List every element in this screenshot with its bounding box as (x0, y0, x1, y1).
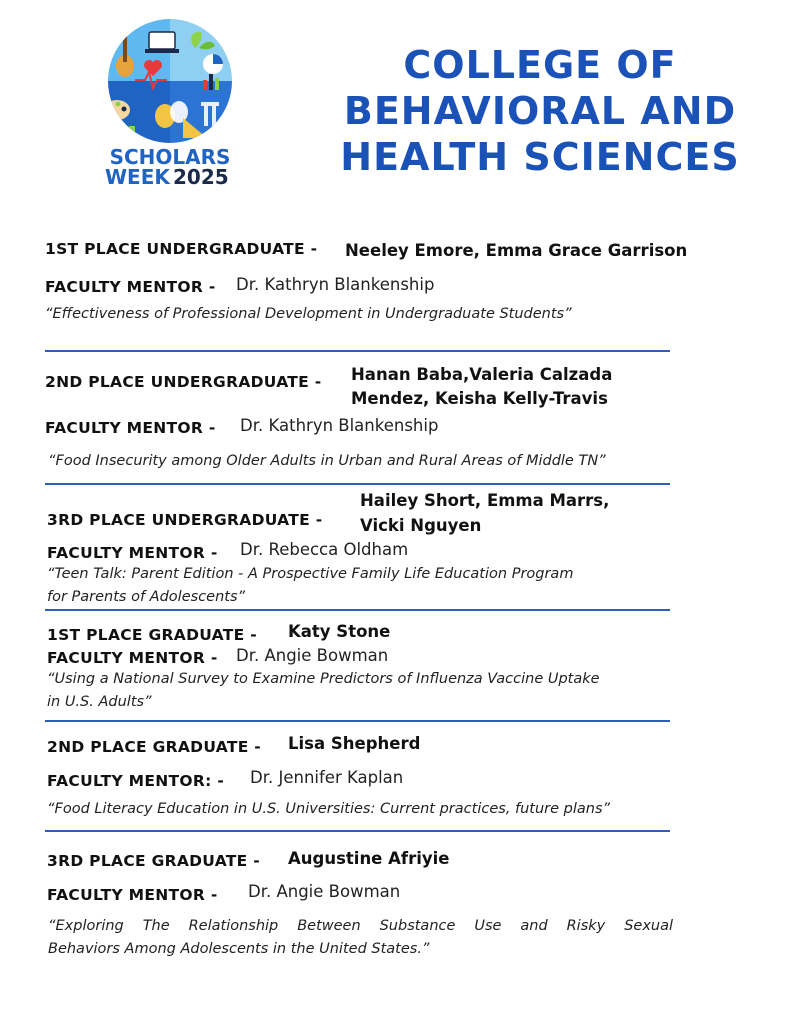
award-winners: Lisa Shepherd (288, 734, 421, 753)
project-title: “Food Literacy Education in U.S. Universities: Current practices, future plans” (47, 801, 611, 817)
award-place: 1ST PLACE GRADUATE - (47, 626, 257, 644)
mentor-label: FACULTY MENTOR - (45, 278, 216, 296)
project-title-line-1: “Exploring The Relationship Between Substance Use and Risky Sexual (48, 918, 673, 934)
college-title (300, 42, 780, 180)
section-divider (45, 350, 670, 352)
title-line-3: HEALTH SCIENCES (340, 135, 740, 179)
mentor-name: Dr. Kathryn Blankenship (240, 416, 439, 435)
mentor-name: Dr. Angie Bowman (236, 646, 389, 665)
logo-circle-graphic (95, 18, 245, 188)
project-title-line-2: in U.S. Adults” (47, 694, 152, 710)
section-divider (45, 483, 670, 485)
mentor-name: Dr. Angie Bowman (248, 882, 401, 901)
mentor-label: FACULTY MENTOR - (47, 649, 218, 667)
award-place: 3RD PLACE UNDERGRADUATE - (47, 511, 323, 529)
mentor-name: Dr. Jennifer Kaplan (250, 768, 404, 787)
project-title: “Effectiveness of Professional Development in Undergraduate Students” (45, 306, 572, 322)
mentor-label: FACULTY MENTOR - (47, 886, 218, 904)
section-divider (45, 720, 670, 722)
scholars-week-logo (95, 18, 245, 188)
award-place: 2ND PLACE UNDERGRADUATE - (45, 373, 322, 391)
project-title-line-2: Behaviors Among Adolescents in the United States.” (48, 941, 430, 957)
award-place: 1ST PLACE UNDERGRADUATE - (45, 240, 318, 258)
mentor-label: FACULTY MENTOR - (45, 419, 216, 437)
award-winners-line-1: Hailey Short, Emma Marrs, (360, 491, 610, 510)
award-winners-line-1: Hanan Baba,Valeria Calzada (351, 365, 613, 384)
mentor-name: Dr. Kathryn Blankenship (236, 275, 435, 294)
mentor-name: Dr. Rebecca Oldham (240, 540, 409, 559)
award-winners: Neeley Emore, Emma Grace Garrison (345, 241, 688, 260)
logo-text-year: 2025 (173, 165, 229, 188)
mentor-label: FACULTY MENTOR: - (47, 772, 225, 790)
mentor-label: FACULTY MENTOR - (47, 544, 218, 562)
award-winners: Augustine Afriyie (288, 849, 450, 868)
award-place: 2ND PLACE GRADUATE - (47, 738, 262, 756)
project-title-line-1: “Teen Talk: Parent Edition - A Prospective Family Life Education Program (47, 566, 574, 582)
section-divider (45, 830, 670, 832)
award-place: 3RD PLACE GRADUATE - (47, 852, 260, 870)
logo-text-scholars: SCHOLARS (109, 145, 231, 169)
project-title: “Food Insecurity among Older Adults in Urban and Rural Areas of Middle TN” (48, 453, 606, 469)
logo-text-week: WEEK (105, 165, 170, 188)
title-line-2: BEHAVIORAL AND (343, 89, 737, 133)
award-winners: Katy Stone (288, 622, 391, 641)
award-winners-line-2: Mendez, Keisha Kelly-Travis (351, 389, 608, 408)
award-winners-line-2: Vicki Nguyen (360, 516, 482, 535)
project-title-line-2: for Parents of Adolescents” (47, 589, 246, 605)
title-line-1: COLLEGE OF (403, 43, 677, 87)
project-title-line-1: “Using a National Survey to Examine Predictors of Influenza Vaccine Uptake (47, 671, 600, 687)
section-divider (45, 609, 670, 611)
